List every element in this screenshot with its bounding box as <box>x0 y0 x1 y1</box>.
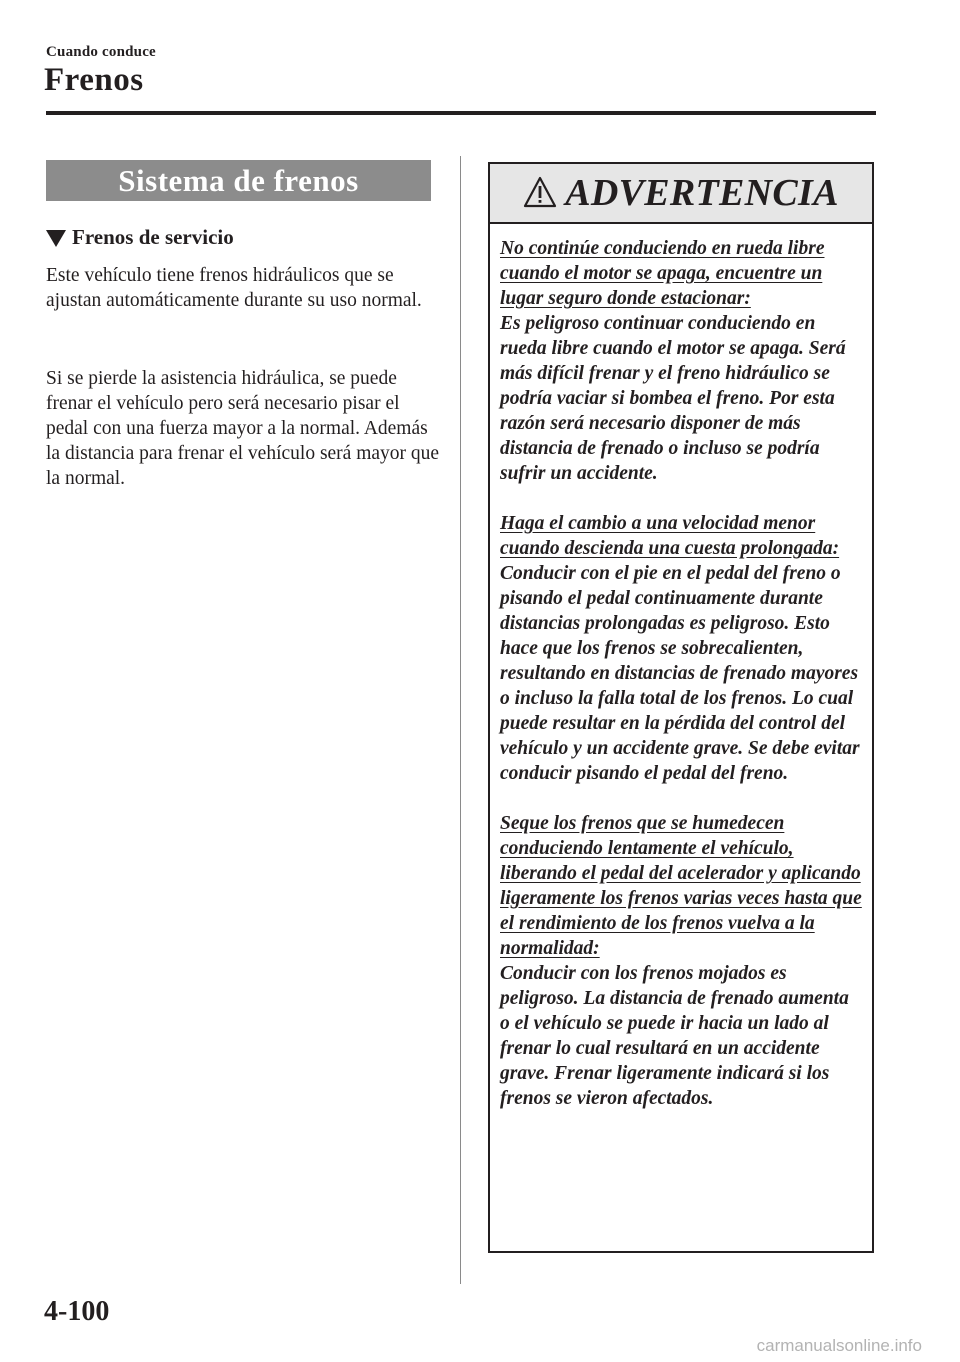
warning-triangle-icon <box>523 176 557 208</box>
warning-item-heading: No continúe conduciendo en rueda libre cuando el motor se apaga, encuentre un lugar seguro donde estacionar: <box>500 238 825 309</box>
warning-box <box>488 162 874 1253</box>
warning-item-heading: Seque los frenos que se humedecen conduciendo lentamente el vehículo, liberando el pedal del acelerador y aplicando ligeramente los frenos varias veces hasta que el rendimiento de los frenos vuelva a la normalidad: <box>500 813 862 959</box>
warning-item <box>500 236 862 486</box>
column-divider <box>460 156 461 1284</box>
warning-item-heading: Haga el cambio a una velocidad menor cuando descienda una cuesta prolongada: <box>500 513 840 559</box>
warning-item-text: Conducir con el pie en el pedal del freno o pisando el pedal continuamente durante distancias prolongadas es peligroso. Esto hace que los frenos se sobrecalienten, resultando en distancias de frenado mayores o incluso la falla total de los frenos. Lo cual puede resultar en la pérdida del control del vehículo y un accidente grave. Se debe evitar conducir pisando el pedal del freno. <box>500 563 860 784</box>
subsection-title: Frenos de servicio <box>72 225 234 249</box>
warning-body <box>490 224 872 1111</box>
warning-item-text: Es peligroso continuar conduciendo en rueda libre cuando el motor se apaga. Será más difícil frenar y el freno hidráulico se podría vaciar si bombea el freno. Por esta razón será necesario disponer de más distancia de frenado o incluso se podría sufrir un accidente. <box>500 313 846 484</box>
warning-title: ADVERTENCIA <box>565 172 839 214</box>
warning-item <box>500 811 862 1111</box>
warning-item <box>500 511 862 786</box>
subsection-heading <box>46 225 234 250</box>
header-rule <box>46 111 876 115</box>
warning-header <box>490 164 872 224</box>
body-paragraph-1: Este vehículo tiene frenos hidráulicos que se ajustan automáticamente durante su uso normal. <box>46 265 422 311</box>
page-title: Frenos <box>44 62 144 98</box>
breadcrumb: Cuando conduce <box>46 44 156 60</box>
page-number: 4-100 <box>44 1296 110 1327</box>
body-paragraph-2: Si se pierde la asistencia hidráulica, se puede frenar el vehículo pero será necesario pisar el pedal con una fuerza mayor a la normal. Además la distancia para frenar el vehículo será mayor que la normal. <box>46 368 440 489</box>
section-banner: Sistema de frenos <box>46 160 431 201</box>
warning-item-text: Conducir con los frenos mojados es peligroso. La distancia de frenado aumenta o el vehículo se puede ir hacia un lado al frenar lo cual resultará en un accidente grave. Frenar ligeramente indicará si los frenos se vieron afectados. <box>500 963 849 1109</box>
watermark: carmanualsonline.info <box>756 1336 922 1355</box>
triangle-down-icon <box>46 230 66 247</box>
